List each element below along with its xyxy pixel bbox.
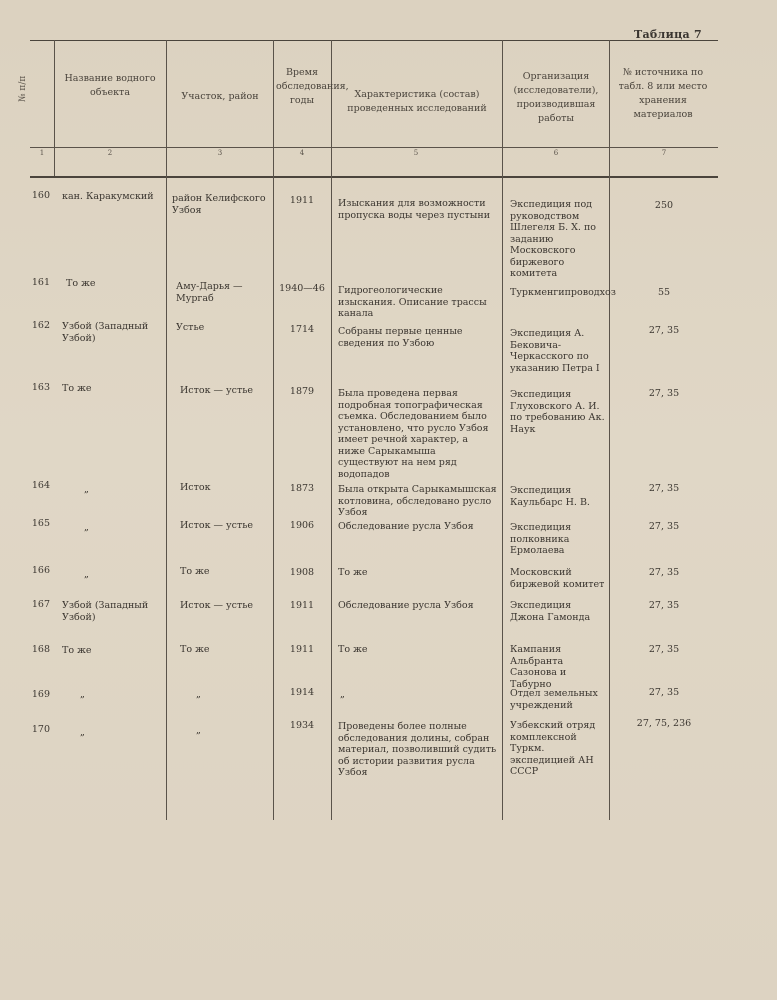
source: 27, 35 — [648, 644, 680, 655]
water-body: „ — [84, 569, 89, 580]
description: То же — [338, 567, 368, 578]
source: 27, 35 — [648, 600, 680, 611]
header-area: Участок, район — [181, 91, 259, 102]
year: 1906 — [289, 520, 315, 531]
row-number: 166 — [31, 565, 50, 576]
organization: Экспедиция Глуховского А. И. по требованию Ак. Наук — [510, 389, 605, 435]
area: район Келифского Узбоя — [172, 193, 266, 216]
col-divider — [54, 40, 55, 176]
area: То же — [180, 644, 210, 655]
water-body: кан. Каракумский — [62, 191, 154, 202]
body-top-rule — [30, 176, 718, 178]
description: „ — [340, 689, 345, 700]
source: 27, 75, 236 — [636, 718, 692, 729]
source: 27, 35 — [648, 388, 680, 399]
year: 1911 — [289, 195, 315, 206]
year: 1914 — [289, 687, 315, 698]
header-years: Время обследования, годы — [276, 67, 349, 106]
col-divider — [273, 40, 274, 820]
organization: Московский биржевой комитет — [510, 567, 605, 590]
area: Устье — [176, 322, 205, 333]
col-number: 5 — [413, 149, 419, 157]
year: 1873 — [289, 483, 315, 494]
organization: Экспедиция под руководством Шлегеля Б. Х. по заданию Московского биржевого комитета — [510, 199, 597, 279]
header-organization: Организация (исследователи), производившая работы — [513, 71, 599, 124]
year: 1934 — [289, 720, 315, 731]
area: То же — [180, 566, 210, 577]
table-title: Таблица 7 — [634, 28, 703, 41]
description: То же — [338, 644, 368, 655]
area: „ — [196, 689, 201, 700]
col-divider — [502, 40, 503, 820]
description: Гидрогеологические изыскания. Описание трассы канала — [338, 285, 487, 319]
water-body: Узбой (Западный Узбой) — [62, 600, 149, 623]
organization: Экспедиция Джона Гамонда — [510, 600, 591, 623]
year: 1879 — [289, 386, 315, 397]
description: Собраны первые ценные сведения по Узбою — [338, 326, 463, 349]
description: Была проведена первая подробная топографическая съемка. Обследованием было установлено, что русло Узбоя имеет речной характер, а ниже Сарыкамыша существуют на нем ряд водопадов — [338, 388, 489, 480]
description: Обследование русла Узбоя — [338, 600, 474, 611]
area: Аму-Дарья — Мургаб — [176, 281, 243, 304]
row-number: 169 — [31, 689, 50, 700]
source: 27, 35 — [648, 521, 680, 532]
row-number: 170 — [31, 724, 50, 735]
description: Изыскания для возможности пропуска воды через пустыни — [338, 198, 491, 221]
water-body: Узбой (Западный Узбой) — [62, 321, 149, 344]
source: 55 — [657, 287, 671, 298]
header-bottom-rule — [30, 147, 718, 148]
col-number: 2 — [107, 149, 113, 157]
col-number: 7 — [661, 149, 667, 157]
col-number: 4 — [299, 149, 305, 157]
organization: Туркменгипроводхоз — [510, 287, 616, 298]
organization: Экспедиция Каульбарс Н. В. — [510, 485, 590, 508]
organization: Экспедиция А. Бековича-Черкасского по указанию Петра I — [510, 328, 600, 374]
area: „ — [196, 725, 201, 736]
row-number: 164 — [31, 480, 50, 491]
row-number: 163 — [31, 382, 50, 393]
header-top-rule — [30, 40, 718, 41]
water-body: „ — [80, 727, 85, 738]
area: Исток — [180, 482, 211, 493]
area: Исток — устье — [180, 385, 254, 396]
row-number: 161 — [31, 277, 50, 288]
description: Проведены более полные обследования долины, собран материал, позволивший судить об истории развития русла Узбоя — [338, 721, 497, 778]
col-divider — [331, 40, 332, 820]
header-description: Характеристика (состав) проведенных исследований — [347, 89, 487, 114]
row-number: 167 — [31, 599, 50, 610]
row-number: 168 — [31, 644, 50, 655]
header-source: № источника по табл. 8 или место хранения материалов — [618, 67, 708, 120]
source: 27, 35 — [648, 687, 680, 698]
col-divider — [166, 40, 167, 820]
description: Обследование русла Узбоя — [338, 521, 474, 532]
col-number: 3 — [217, 149, 223, 157]
water-body: „ — [80, 689, 85, 700]
organization: Отдел земельных учреждений — [510, 688, 598, 711]
row-number: 165 — [31, 518, 50, 529]
water-body: То же — [62, 383, 92, 394]
water-body: „ — [84, 484, 89, 495]
header-no: № п/п — [18, 75, 28, 102]
col-number: 1 — [39, 149, 45, 157]
year: 1940—46 — [279, 283, 325, 294]
source: 250 — [654, 200, 674, 211]
col-number: 6 — [553, 149, 559, 157]
year: 1911 — [289, 600, 315, 611]
year: 1714 — [289, 324, 315, 335]
area: Исток — устье — [180, 520, 254, 531]
source: 27, 35 — [648, 325, 680, 336]
header-water-body: Название водного объекта — [64, 73, 156, 98]
row-number: 160 — [31, 190, 50, 201]
water-body: „ — [84, 522, 89, 533]
organization: Узбекский отряд комплексной Туркм. экспедицией АН СССР — [510, 720, 596, 777]
water-body: То же — [66, 278, 96, 289]
water-body: То же — [62, 645, 92, 656]
col-divider — [609, 40, 610, 820]
source: 27, 35 — [648, 483, 680, 494]
description: Была открыта Сарыкамышская котловина, обследовано русло Узбоя — [338, 484, 497, 518]
row-number: 162 — [31, 320, 50, 331]
area: Исток — устье — [180, 600, 254, 611]
organization: Экспедиция полковника Ермолаева — [510, 522, 572, 556]
organization: Кампания Альбранта Сазонова и Табурно — [510, 644, 567, 690]
year: 1911 — [289, 644, 315, 655]
year: 1908 — [289, 567, 315, 578]
source: 27, 35 — [648, 567, 680, 578]
